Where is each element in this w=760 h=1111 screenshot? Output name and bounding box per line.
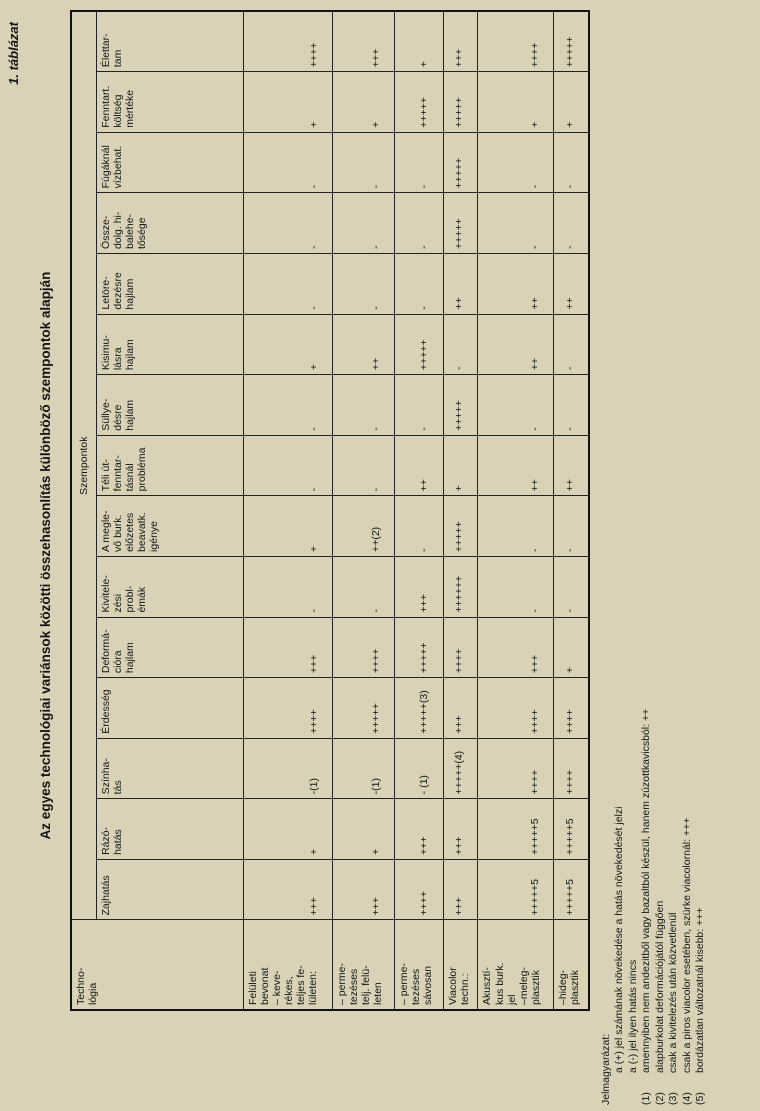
table-cell: - [553,556,589,617]
table-cell: - [553,496,589,557]
table-cell: +++ [333,11,395,72]
table-cell: ++ [395,435,443,496]
table-cell: +++++ [395,617,443,678]
table-cell: +++ [244,859,333,920]
table-cell: ++++ [395,859,443,920]
column-header: Téli út- fenntar- tásnál probléma [97,435,244,496]
row-technology-label: – perme- tezéses sávosan [395,920,443,1010]
table-cell: +++ [395,799,443,860]
legend-line [681,709,694,1105]
table-cell: ++ [443,253,478,314]
table-cell: - [333,253,395,314]
table-cell: + [244,314,333,375]
table-cell: +++++5 [553,859,589,920]
table-cell: + [244,72,333,133]
table-cell: ++ [478,314,554,375]
table-cell: ++++ [244,11,333,72]
table-cell: +++++ [443,193,478,254]
table-cell: ++++ [478,738,554,799]
table-body [244,11,590,1010]
comparison-table [70,10,590,1011]
table-cell: +++ [478,617,554,678]
column-header: Süllye- désre hajlam [97,375,244,436]
legend-text: a (+) jel számának növekedése a hatás növekedését jelzi [613,806,626,1073]
legend-text: csak a piros viacolor esetében, szürke viacolornál: +++ [680,817,693,1073]
table-cell: - [478,556,554,617]
column-header: Fenntart. költség mértéke [97,72,244,133]
table-cell: - [395,193,443,254]
table-cell: + [395,11,443,72]
column-header: Élettar- tam [97,11,244,72]
table-cell: ++++ [553,738,589,799]
table-cell: +++ [443,678,478,739]
table-cell: ++++ [244,678,333,739]
table-cell: - [553,193,589,254]
table-cell: +++ [443,11,478,72]
table-cell: ++ [478,435,554,496]
legend-line [640,709,653,1105]
table-cell: - [333,435,395,496]
legend-text: csak a kivitelezés után közvetlenül [667,912,680,1073]
table-cell: +++++(3) [395,678,443,739]
column-header: Kisimu- lásra hajlam [97,314,244,375]
column-header: Érdesség [97,678,244,739]
header-technologia: Techno- lógia [71,920,244,1010]
table-cell: ++++ [478,678,554,739]
header-szempontok: Szempontok [71,11,97,920]
table-cell: ++ [553,435,589,496]
table-cell: - [244,253,333,314]
row-technology-label: Viacolor techn.: [443,920,478,1010]
row-technology-label: – perme- tezéses telj. felü- leten [333,920,395,1010]
table-cell: - [478,496,554,557]
table-cell: - [478,193,554,254]
table-cell: - [244,132,333,193]
table-cell: +++++(4) [443,738,478,799]
table-cell: + [478,72,554,133]
table-cell: +++++5 [478,799,554,860]
column-header: Fúgáknál vízbehat. [97,132,244,193]
table-cell: + [553,72,589,133]
table-cell: +++ [395,556,443,617]
header-columns-row [97,11,244,1010]
legend-number [613,1073,626,1105]
row-technology-label: –hideg- plasztik [553,920,589,1010]
legend-line [654,709,667,1105]
table-cell: - [395,132,443,193]
table-cell: - [553,132,589,193]
row-technology-label: Akusztí- kus burk. jel –meleg- plasztik [478,920,554,1010]
legend-number: (4) [680,1092,693,1105]
table-cell: +++++ [395,314,443,375]
legend-text: a (-) jel ilyen hatás nincs [626,959,639,1073]
legend-number [627,1073,640,1105]
table-cell: +++++ [443,375,478,436]
table-cell: +++++ [553,11,589,72]
legend-number: (1) [640,1092,653,1105]
table-cell: - [478,375,554,436]
table-row [395,11,443,1010]
column-header: Kivitele- zési probl- émák [97,556,244,617]
column-header: Színha- tás [97,738,244,799]
table-cell: - [395,496,443,557]
table-row [478,11,554,1010]
table-cell: ++ [478,253,554,314]
column-header: Deformá- cióra hajlam [97,617,244,678]
table-cell: +++++5 [553,799,589,860]
table-cell: - [244,435,333,496]
table-cell: ++++ [333,617,395,678]
table-cell: ++++++ [443,556,478,617]
row-technology-label: Felületi bevonat – keve- rékes, teljes fe- lületen: [244,920,333,1010]
table-cell: + [333,799,395,860]
table-cell: +++ [244,617,333,678]
table-cell: - [333,193,395,254]
table-cell: + [553,617,589,678]
table-cell: +++++ [333,678,395,739]
table-cell: - [244,193,333,254]
legend-text: amennyiben nem andezitből vagy bazaltból készül, hanem zúzottkavicsból: ++ [640,708,653,1073]
legend-line [694,709,707,1105]
table-row [333,11,395,1010]
table-cell: ++++ [553,678,589,739]
column-header: Zajhatás [97,859,244,920]
table-cell: - [553,314,589,375]
legend-number: (2) [653,1092,666,1105]
table-cell: - [395,253,443,314]
table-cell: ++(2) [333,496,395,557]
column-header: Össze- dolg. hi- balehe- tősége [97,193,244,254]
table-cell: - [333,132,395,193]
table-cell: +++ [443,859,478,920]
table-cell: ++++ [478,11,554,72]
table-cell: + [443,435,478,496]
table-cell: - [478,132,554,193]
table-cell: +++++ [443,496,478,557]
table-cell: - [244,375,333,436]
table-cell: ++++ [443,617,478,678]
table-number: 1. táblázat [6,22,21,85]
table-cell: +++++ [443,72,478,133]
table-cell: +++++ [395,72,443,133]
table-cell: - [553,375,589,436]
table-cell: -(1) [333,738,395,799]
table-cell: - [333,556,395,617]
legend-line [627,709,640,1105]
table-cell: +++ [443,799,478,860]
table-row [553,11,589,1010]
legend-text: alapburkolat deformációjától függően [653,900,666,1073]
table-cell: - [443,314,478,375]
table-cell: +++ [333,859,395,920]
table-cell: ++ [333,314,395,375]
legend-text: bordázatlan változatnál kisebb: +++ [694,907,707,1073]
table-cell: ++ [553,253,589,314]
table-cell: -(1) [244,738,333,799]
legend [600,709,708,1105]
column-header: Letöre- dezésre hajlam [97,253,244,314]
legend-number: (3) [667,1092,680,1105]
legend-line [667,709,680,1105]
legend-number: (5) [694,1092,707,1105]
table-cell: - [395,375,443,436]
table-cell: - (1) [395,738,443,799]
table-cell: + [244,799,333,860]
column-header: A megle- vő burk. előzetes beavatk. igénye [97,496,244,557]
legend-title: Jelmagyarázat: [600,1033,612,1105]
table-row [443,11,478,1010]
legend-line [613,709,626,1105]
table-row [244,11,333,1010]
table-cell: + [244,496,333,557]
table-cell: - [333,375,395,436]
table-cell: +++++5 [478,859,554,920]
table-cell: + [333,72,395,133]
table-cell: - [244,556,333,617]
table-cell: +++++ [443,132,478,193]
column-header: Rázó- hatás [97,799,244,860]
table-title: Az egyes technológiai variánsok közötti összehasonlítás különböző szempontok alapján [38,271,53,840]
